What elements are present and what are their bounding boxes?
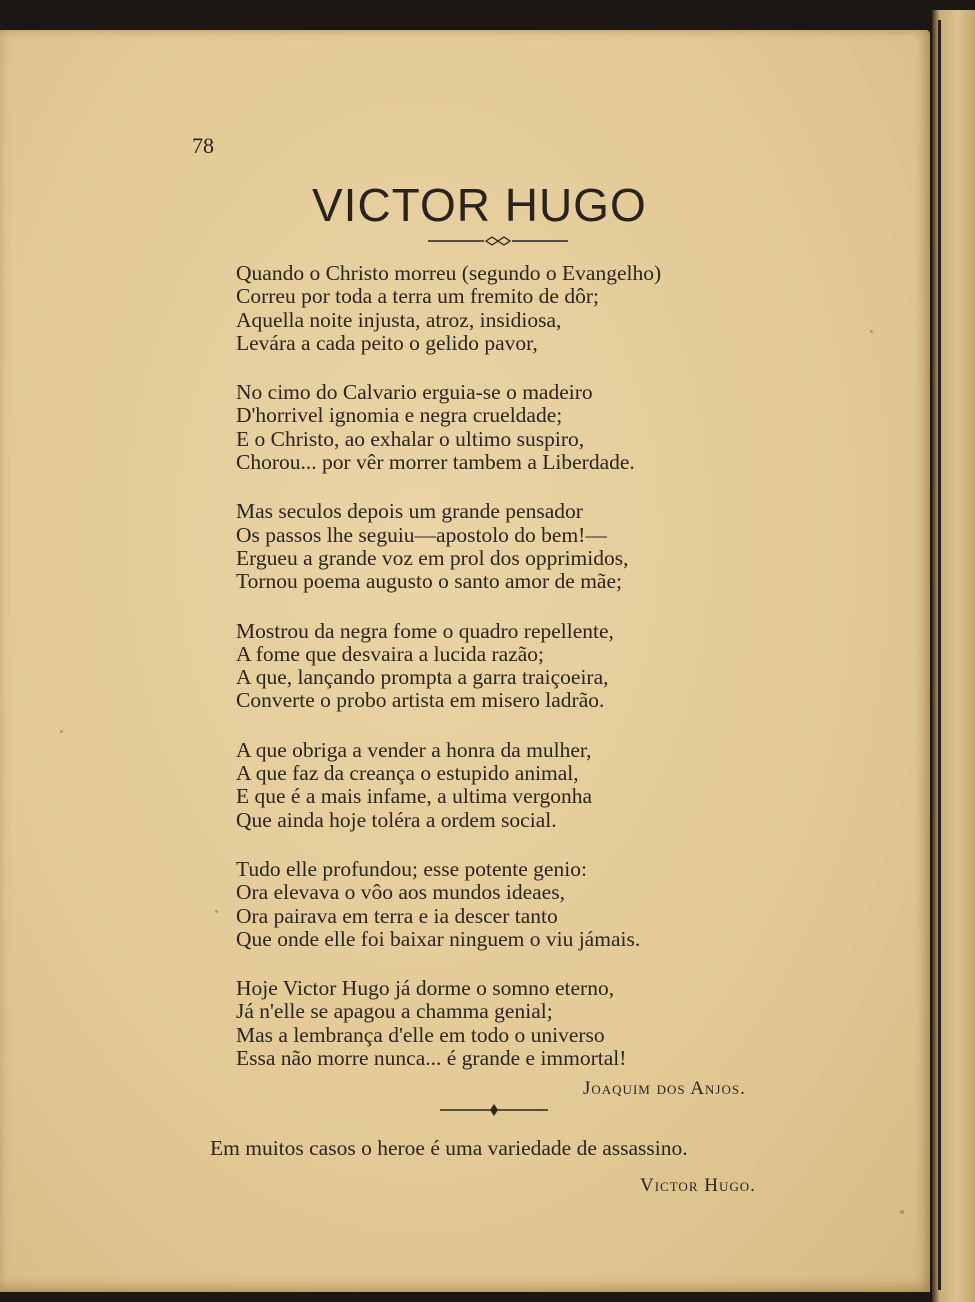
poem-line: Quando o Christo morreu (segundo o Evangelho) bbox=[236, 261, 662, 285]
title-ornament bbox=[428, 234, 568, 248]
poem-line: A que obriga a vender a honra da mulher, bbox=[236, 737, 592, 762]
poem-line: Que onde elle foi baixar ninguem o viu jámais. bbox=[236, 926, 641, 951]
poem-line: A que, lançando prompta a garra traiçoeira, bbox=[236, 665, 609, 690]
poem-author: Joaquim dos Anjos. bbox=[583, 1078, 746, 1099]
poem-line: Tornou poema augusto o santo amor de mãe; bbox=[236, 569, 622, 594]
poem-line: Ora elevava o vôo aos mundos ideaes, bbox=[236, 880, 565, 905]
poem-line: Os passos lhe seguiu—apostolo do bem!— bbox=[236, 522, 607, 547]
poem-title: VICTOR HUGO bbox=[312, 179, 647, 231]
stanza bbox=[236, 500, 796, 593]
stanza bbox=[236, 977, 796, 1070]
poem-line: D'horrivel ignomia e negra crueldade; bbox=[236, 403, 563, 428]
poem-body bbox=[236, 262, 796, 1096]
poem-line: A fome que desvaira a lucida razão; bbox=[236, 641, 545, 666]
poem-line: Essa não morre nunca... é grande e immortal! bbox=[236, 1046, 627, 1071]
stanza bbox=[236, 620, 796, 713]
poem-line: Já n'elle se apagou a chamma genial; bbox=[236, 999, 553, 1024]
poem-line: Mostrou da negra fome o quadro repellente, bbox=[236, 618, 614, 643]
poem-line: Aquella noite injusta, atroz, insidiosa, bbox=[236, 307, 562, 332]
section-divider bbox=[440, 1103, 548, 1117]
poem-line: Ergueu a grande voz em prol dos opprimidos, bbox=[236, 545, 629, 570]
binding-line bbox=[938, 20, 941, 1290]
poem-line: Levára a cada peito o gelido pavor, bbox=[236, 330, 538, 355]
poem-line: Mas seculos depois um grande pensador bbox=[236, 499, 583, 524]
poem-line: Hoje Victor Hugo já dorme o somno eterno, bbox=[236, 976, 615, 1001]
poem-line: No cimo do Calvario erguia-se o madeiro bbox=[236, 380, 593, 405]
stanza bbox=[236, 262, 796, 355]
stanza bbox=[236, 858, 796, 951]
poem-line: Converte o probo artista em misero ladrão. bbox=[236, 688, 605, 713]
stanza bbox=[236, 381, 796, 474]
stanza bbox=[236, 739, 796, 832]
epigraph-author: Victor Hugo. bbox=[640, 1175, 756, 1196]
poem-line: Tudo elle profundou; esse potente genio: bbox=[236, 856, 587, 881]
page-number: 78 bbox=[192, 133, 214, 158]
poem-line: E que é a mais infame, a ultima vergonha bbox=[236, 784, 593, 809]
epigraph-quote: Em muitos casos o heroe é uma variedade de assassino. bbox=[210, 1136, 688, 1160]
poem-line: Correu por toda a terra um fremito de dôr; bbox=[236, 284, 599, 309]
poem-line: A que faz da creança o estupido animal, bbox=[236, 761, 579, 786]
poem-line: Ora pairava em terra e ia descer tanto bbox=[236, 903, 558, 928]
poem-line: Que ainda hoje toléra a ordem social. bbox=[236, 807, 557, 832]
poem-line: Mas a lembrança d'elle em todo o universo bbox=[236, 1022, 605, 1047]
poem-line: E o Christo, ao exhalar o ultimo suspiro, bbox=[236, 426, 585, 451]
poem-line: Chorou... por vêr morrer tambem a Liberdade. bbox=[236, 450, 635, 475]
